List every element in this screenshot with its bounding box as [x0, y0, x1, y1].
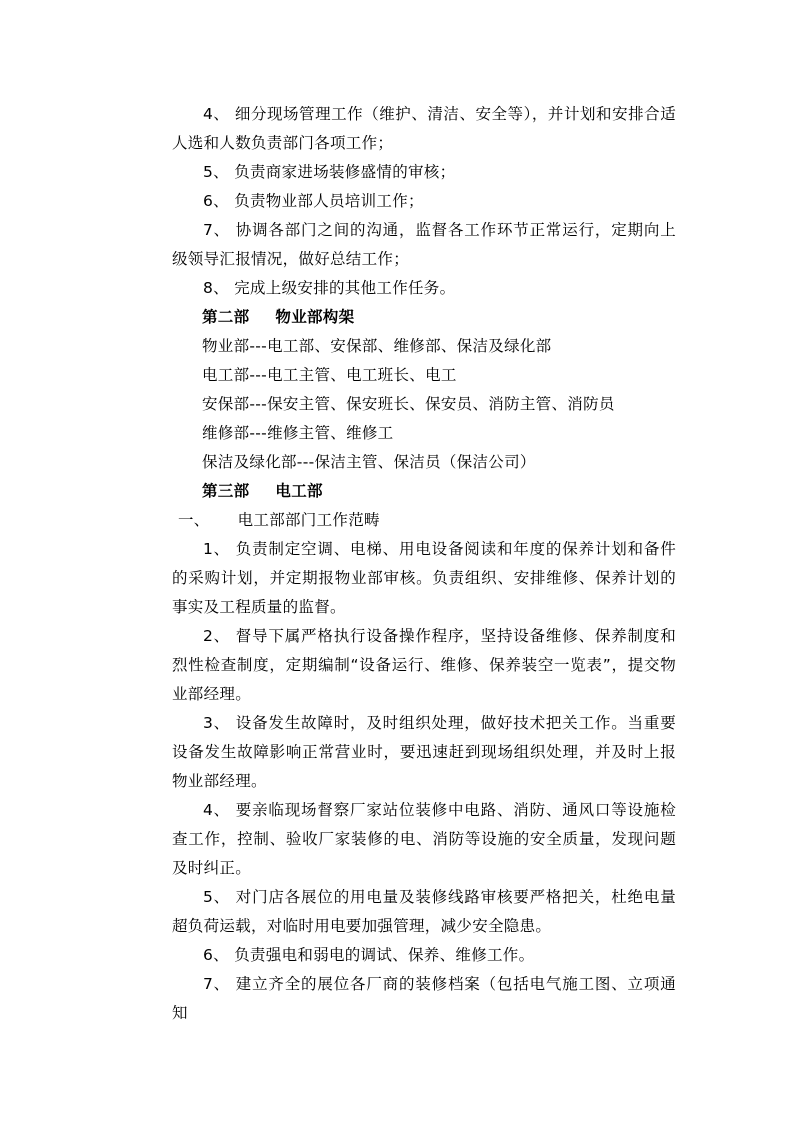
electrical-duty-2: 2、 督导下属严格执行设备操作程序，坚持设备维修、保养制度和烈性检查制度，定期编制“设备运行、维修、保养装空一览表”，提交物业部经理。 [172, 627, 676, 703]
duty-item-5: 5、 负责商家进场装修盛情的审核； [203, 163, 456, 181]
section-2-heading [172, 303, 676, 332]
duty-item-8: 8、 完成上级安排的其他工作任务。 [203, 279, 456, 297]
subsection-1-number: 一、 [178, 511, 210, 529]
org-line-property: 物业部---电工部、安保部、维修部、保洁及绿化部 [202, 337, 552, 355]
org-line-cleaning: 保洁及绿化部---保洁主管、保洁员（保洁公司） [202, 453, 536, 471]
section-2-number: 第二部 [202, 308, 250, 326]
document-body [172, 100, 676, 1028]
subsection-1-heading [172, 506, 676, 535]
section-3-title: 电工部 [275, 482, 323, 500]
org-line-maintenance: 维修部---维修主管、维修工 [202, 424, 394, 442]
electrical-duty-7: 7、 建立齐全的展位各厂商的装修档案（包括电气施工图、立项通知 [172, 975, 676, 1022]
duty-item-6: 6、 负责物业部人员培训工作； [203, 192, 424, 210]
electrical-duty-1: 1、 负责制定空调、电梯、用电设备阅读和年度的保养计划和备件的采购计划，并定期报物业部审核。负责组织、安排维修、保养计划的事实及工程质量的监督。 [172, 540, 676, 616]
subsection-1-title: 电工部部门工作范畴 [237, 511, 380, 529]
org-line-electrical: 电工部---电工主管、电工班长、电工 [202, 366, 457, 384]
electrical-duty-4: 4、 要亲临现场督察厂家站位装修中电路、消防、通风口等设施检查工作，控制、验收厂家装修的电、消防等设施的安全质量，发现问题及时纠正。 [172, 801, 676, 877]
electrical-duty-5: 5、 对门店各展位的用电量及装修线路审核要严格把关，杜绝电量超负荷运载，对临时用电要加强管理，减少安全隐患。 [172, 888, 676, 935]
electrical-duty-6: 6、 负责强电和弱电的调试、保养、维修工作。 [203, 946, 535, 964]
org-line-security: 安保部---保安主管、保安班长、保安员、消防主管、消防员 [202, 395, 615, 413]
duty-item-4: 4、 细分现场管理工作（维护、清洁、安全等），并计划和安排合适人选和人数负责部门各项工作； [172, 105, 676, 152]
section-2-title: 物业部构架 [275, 308, 355, 326]
section-3-heading [172, 477, 676, 506]
electrical-duty-3: 3、 设备发生故障时，及时组织处理，做好技术把关工作。当重要设备发生故障影响正常营业时，要迅速赶到现场组织处理，并及时上报物业部经理。 [172, 714, 676, 790]
section-3-number: 第三部 [202, 482, 250, 500]
duty-item-7: 7、 协调各部门之间的沟通，监督各工作环节正常运行，定期向上级领导汇报情况，做好总结工作； [172, 221, 676, 268]
